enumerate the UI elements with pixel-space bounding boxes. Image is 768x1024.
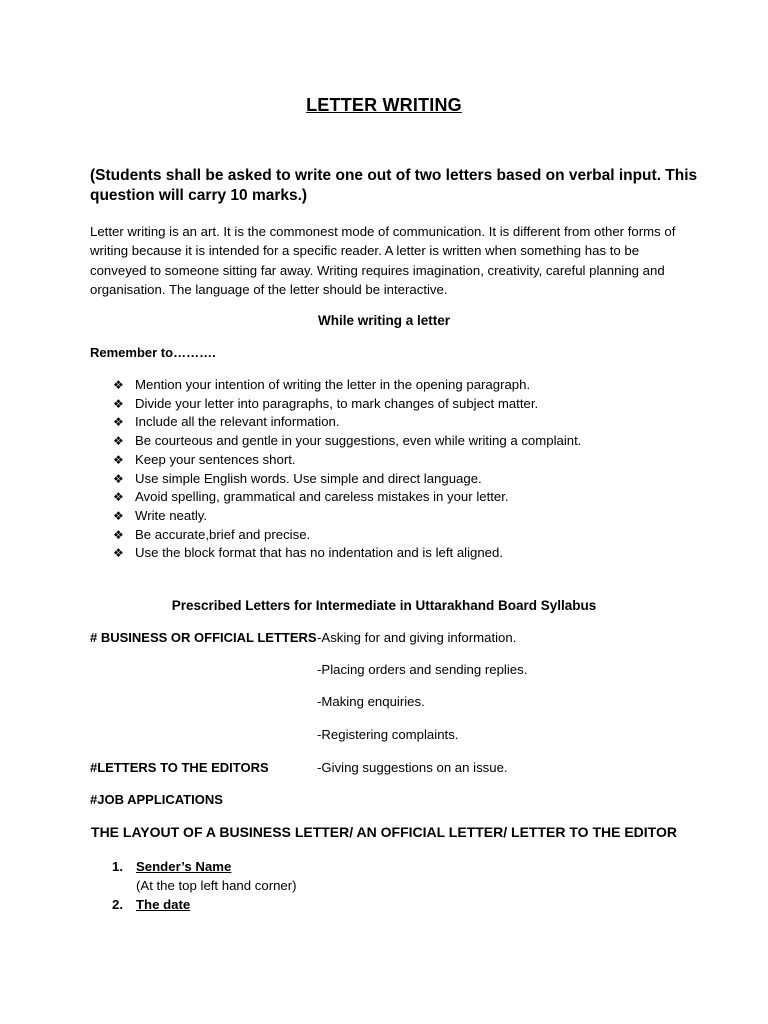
list-item	[113, 470, 581, 489]
list-item-text: Be accurate,brief and precise.	[135, 526, 311, 542]
list-item	[113, 507, 581, 526]
list-item	[113, 488, 581, 507]
item-title: Sender’s Name	[136, 859, 232, 874]
business-item-complaints: -Registering complaints.	[317, 727, 459, 742]
layout-numbered-list	[112, 857, 297, 914]
list-item	[113, 526, 581, 545]
list-item-text: Include all the relevant information.	[135, 414, 340, 430]
item-number: 2.	[112, 897, 123, 912]
item-number: 1.	[112, 859, 123, 874]
list-item	[113, 432, 581, 451]
diamond-bullet-icon: ❖	[113, 471, 124, 486]
list-item-text: Write neatly.	[135, 507, 208, 523]
intro-paragraph: Letter writing is an art. It is the commonest mode of communication. It is different from other forms of writing because it is intended for a specific reader. A letter is written when something has to be conveyed to someone sitting far away. Writing requires imagination, creativity, careful planning and organisation. The language of the letter should be interactive.	[90, 224, 676, 297]
list-item-text: Keep your sentences short.	[135, 451, 296, 467]
page-title: LETTER WRITING	[306, 95, 462, 115]
diamond-bullet-icon: ❖	[113, 415, 124, 430]
item-detail: (At the top left hand corner)	[136, 878, 297, 893]
remember-label: Remember to……….	[90, 345, 216, 360]
list-item-text: Use simple English words. Use simple and direct language.	[135, 470, 482, 486]
layout-item-date	[112, 895, 297, 914]
while-writing-heading: While writing a letter	[317, 313, 450, 328]
business-item-asking: -Asking for and giving information.	[317, 630, 517, 645]
list-item-text: Be courteous and gentle in your suggestions, even while writing a complaint.	[135, 433, 582, 449]
diamond-bullet-icon: ❖	[113, 378, 124, 392]
layout-item-senders-name	[112, 857, 297, 895]
list-item	[113, 376, 581, 395]
list-item	[113, 451, 581, 470]
diamond-bullet-icon: ❖	[113, 434, 124, 449]
diamond-bullet-icon: ❖	[113, 508, 124, 523]
diamond-bullet-icon: ❖	[113, 396, 124, 411]
exam-note: (Students shall be asked to write one out of two letters based on verbal input. This question will carry 10 marks.)	[90, 167, 698, 204]
business-item-orders: -Placing orders and sending replies.	[317, 662, 528, 677]
list-item-text: Mention your intention of writing the letter in the opening paragraph.	[135, 377, 531, 392]
job-applications-label: #JOB APPLICATIONS	[90, 792, 223, 807]
list-item-text: Avoid spelling, grammatical and careless mistakes in your letter.	[135, 489, 509, 505]
list-item-text: Use the block format that has no indentation and is left aligned.	[135, 545, 504, 561]
list-item-text: Divide your letter into paragraphs, to mark changes of subject matter.	[135, 395, 539, 411]
diamond-bullet-icon: ❖	[113, 546, 124, 561]
letter-layout-heading: THE LAYOUT OF A BUSINESS LETTER/ AN OFFICIAL LETTER/ LETTER TO THE EDITOR	[91, 824, 677, 840]
list-item	[113, 544, 581, 563]
prescribed-letters-heading: Prescribed Letters for Intermediate in Uttarakhand Board Syllabus	[171, 598, 597, 613]
item-title: The date	[136, 897, 191, 912]
editors-letters-label: #LETTERS TO THE EDITORS	[90, 760, 269, 775]
business-item-enquiries: -Making enquiries.	[317, 694, 425, 709]
list-item	[113, 413, 581, 432]
business-letters-label: # BUSINESS OR OFFICIAL LETTERS	[90, 630, 317, 645]
diamond-bullet-icon: ❖	[113, 527, 124, 542]
list-item	[113, 395, 581, 414]
tips-list	[113, 376, 581, 563]
diamond-bullet-icon: ❖	[113, 490, 124, 505]
editors-item-suggestions: -Giving suggestions on an issue.	[317, 760, 508, 775]
diamond-bullet-icon: ❖	[113, 452, 124, 467]
